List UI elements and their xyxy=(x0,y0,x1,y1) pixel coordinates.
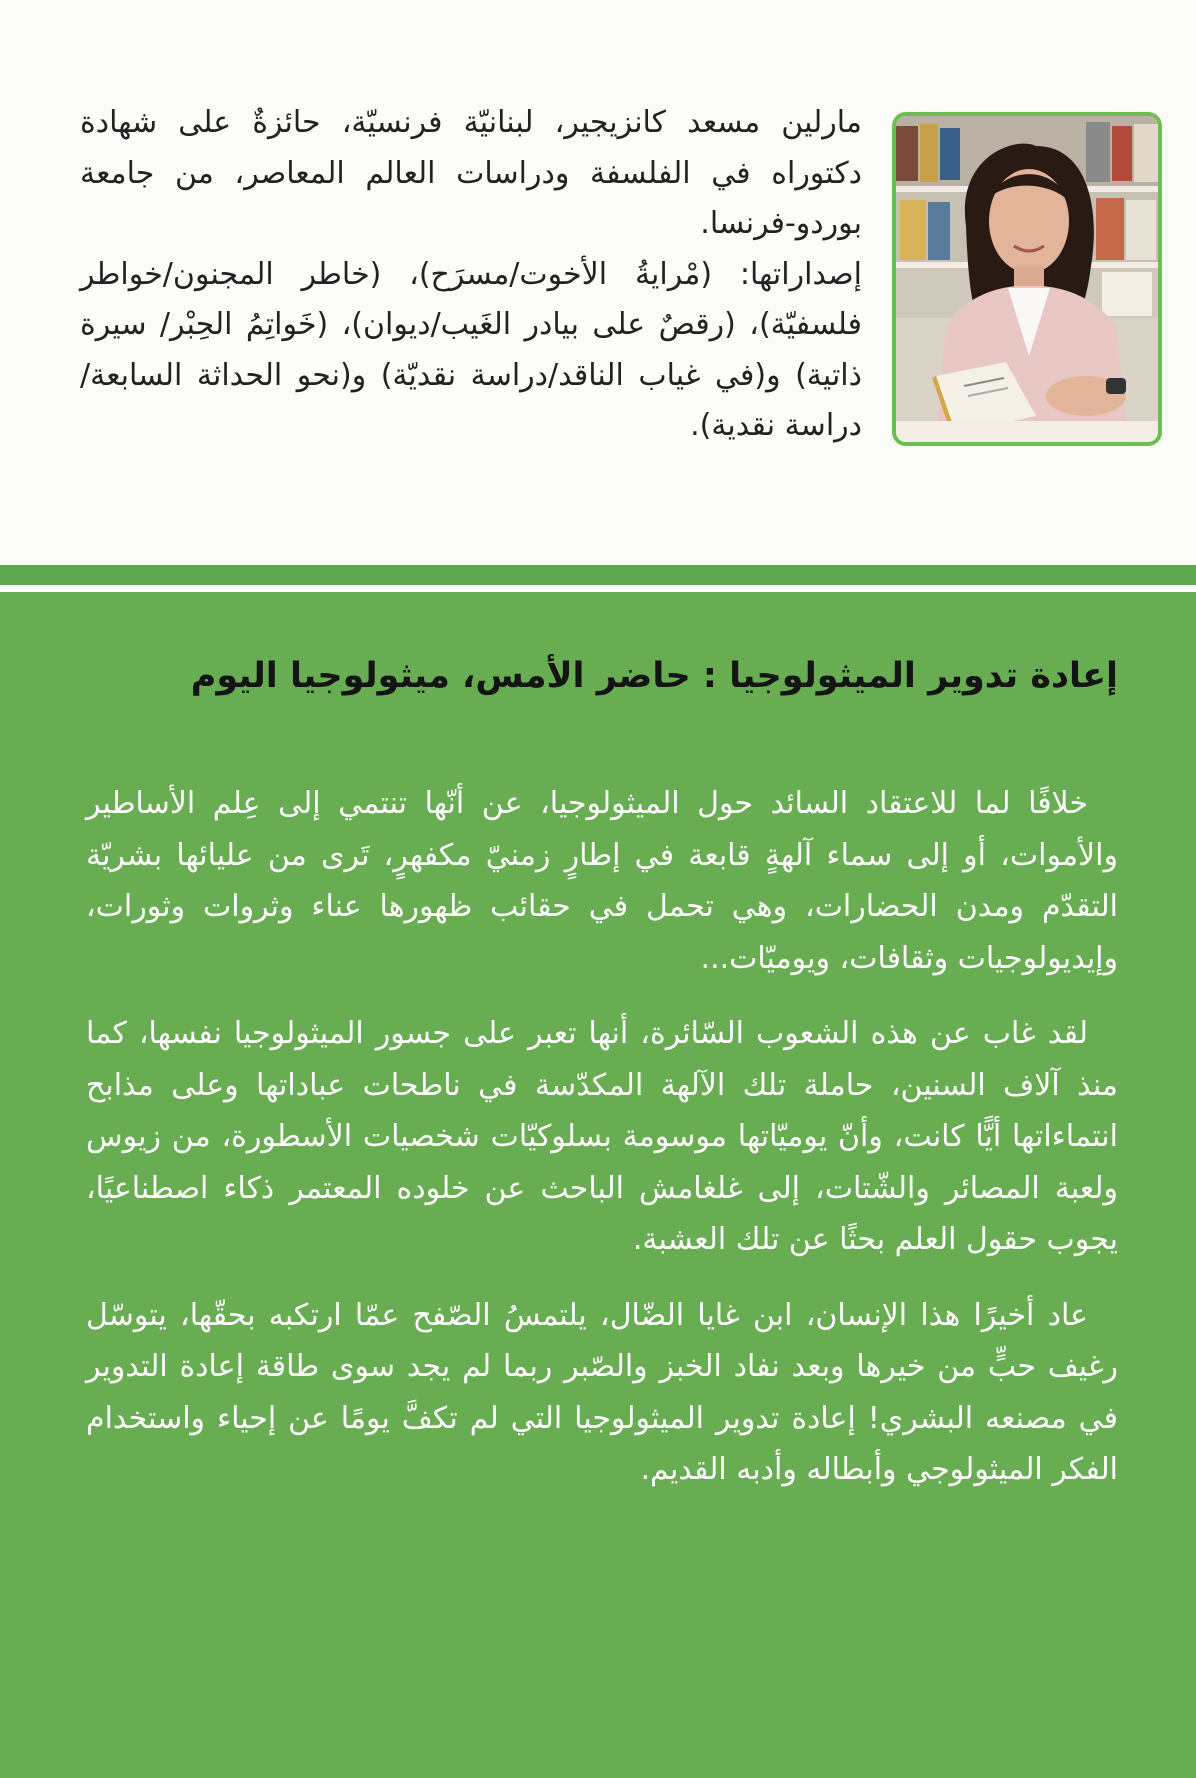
divider-band xyxy=(0,565,1196,585)
blurb-paragraph-3: عاد أخيرًا هذا الإنسان، ابن غايا الضّال، يلتمسُ الصّفح عمّا ارتكبه بحقّها، يتوسّل رغيف حبٍّ من خيرها وبعد نفاد الخبز والصّبر ربما لم يجد سوى طاقة إعادة التدوير في مصنعه البشري! إعادة تدوير الميثولوجيا التي لم تكفَّ يومًا عن إحياء واستخدام الفكر الميثولوجي وأبطاله وأدبه القديم. xyxy=(86,1297,1118,1487)
author-bio-paragraph: مارلين مسعد كانزيجير، لبنانيّة فرنسيّة، حائزةٌ على شهادة دكتوراه في الفلسفة ودراسات العالم المعاصر، من جامعة بوردو-فرنسا. xyxy=(80,105,862,241)
book-blurb xyxy=(86,778,1118,1520)
book-title: إعادة تدوير الميثولوجيا : حاضر الأمس، ميثولوجيا اليوم xyxy=(190,656,1118,696)
author-publications-paragraph: إصداراتها: (مْرايةُ الأخوت/مسرَح)، (خاطر المجنون/خواطر فلسفيّة)، (رقصٌ على بيادر الغَيب/ديوان)، (خَواتِمُ الحِبْر/ سيرة ذاتية) و(في غياب الناقد/دراسة نقديّة) و(نحو الحداثة السابعة/ دراسة نقدية). xyxy=(80,256,862,443)
author-bio xyxy=(80,98,862,452)
author-portrait-image xyxy=(896,116,1158,442)
blurb-paragraph-2: لقد غاب عن هذه الشعوب السّائرة، أنها تعبر على جسور الميثولوجيا نفسها، كما منذ آلاف السنين، حاملة تلك الآلهة المكدّسة في ناطحات عباداتها وعلى مذابح انتماءاتها أيًّا كانت، وأنّ يوميّاتها موسومة بسلوكيّات شخصيات الأسطورة، من زيوس ولعبة المصائر والشّتات، إلى غلغامش الباحث عن خلوده المعتمر ذكاء اصطناعيًا، يجوب حقول العلم بحثًا عن تلك العشبة. xyxy=(86,1016,1118,1257)
author-photo xyxy=(892,112,1162,446)
divider-line xyxy=(0,585,1196,592)
blurb-paragraph-1: خلافًا لما للاعتقاد السائد حول الميثولوجيا، عن أنّها تنتمي إلى عِلم الأساطير والأموات، أو إلى سماء آلهةٍ قابعة في إطارٍ زمنيّ مكفهرٍ، تَرى من عليائها بشريّة التقدّم ومدن الحضارات، وهي تحمل في حقائب ظهورها عناء وثروات وثورات، وإيديولوجيات وثقافات، ويوميّات... xyxy=(86,786,1118,976)
